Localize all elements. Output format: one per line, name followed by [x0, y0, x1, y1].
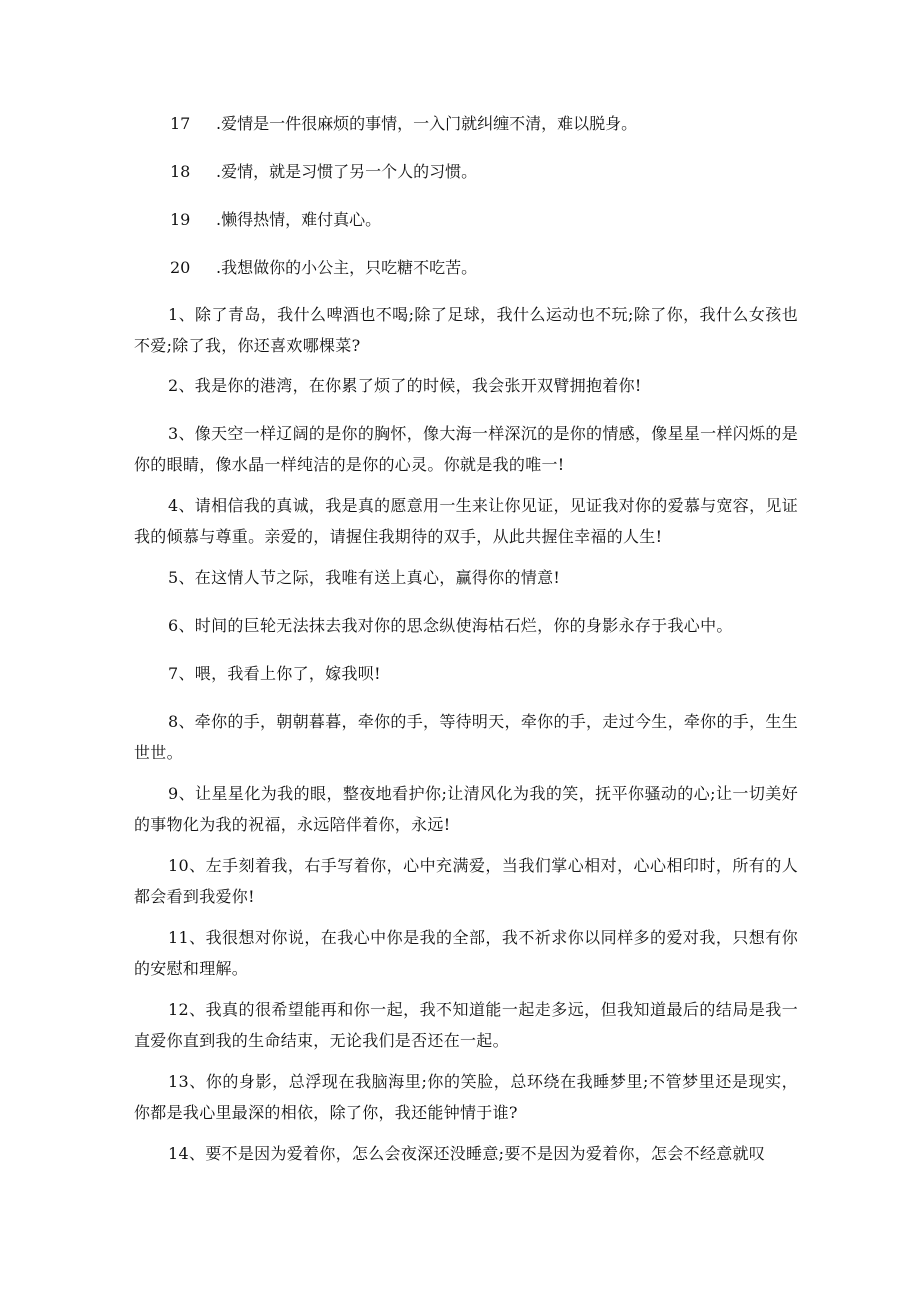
item-text: .爱情，就是习惯了另一个人的习惯。	[216, 162, 478, 181]
item-text: .懒得热情，难付真心。	[216, 210, 382, 229]
paragraph-6: 6、时间的巨轮无法抹去我对你的思念纵使海枯石烂，你的身影永存于我心中。	[168, 616, 733, 635]
numbered-item-18	[170, 160, 477, 184]
paragraph-9: 9、让星星化为我的眼，整夜地看护你;让清风化为我的笑，抚平你骚动的心;让一切美好的事物化为我的祝福，永远陪伴着你，永远!	[134, 784, 798, 834]
item-text: .我想做你的小公主，只吃糖不吃苦。	[216, 258, 478, 277]
paragraph-4: 4、请相信我的真诚，我是真的愿意用一生来让你见证，见证我对你的爱慕与宽容，见证我的倾慕与尊重。亲爱的，请握住我期待的双手，从此共握住幸福的人生!	[134, 496, 798, 546]
item-text: .爱情是一件很麻烦的事情，一入门就纠缠不清，难以脱身。	[216, 114, 638, 133]
paragraph-1: 1、除了青岛，我什么啤酒也不喝;除了足球，我什么运动也不玩;除了你，我什么女孩也不爱;除了我，你还喜欢哪棵菜?	[134, 305, 798, 355]
paragraph-5: 5、在这情人节之际，我唯有送上真心，赢得你的情意!	[168, 568, 561, 587]
item-number: 20	[170, 258, 191, 277]
paragraph-2: 2、我是你的港湾，在你累了烦了的时候，我会张开双臂拥抱着你!	[168, 376, 642, 395]
paragraph-11: 11、我很想对你说，在我心中你是我的全部，我不祈求你以同样多的爱对我，只想有你的安慰和理解。	[134, 928, 798, 978]
numbered-item-20	[170, 256, 477, 280]
item-number: 18	[170, 162, 191, 181]
paragraph-14: 14、要不是因为爱着你，怎么会夜深还没睡意;要不是因为爱着你，怎会不经意就叹	[168, 1144, 766, 1163]
paragraph-12: 12、我真的很希望能再和你一起，我不知道能一起走多远，但我知道最后的结局是我一直爱你直到我的生命结束，无论我们是否还在一起。	[134, 1000, 798, 1050]
paragraph-10: 10、左手刻着我，右手写着你，心中充满爱，当我们掌心相对，心心相印时，所有的人都会看到我爱你!	[134, 856, 798, 906]
paragraph-8: 8、牵你的手，朝朝暮暮，牵你的手，等待明天，牵你的手，走过今生，牵你的手，生生世世。	[134, 712, 798, 762]
item-number: 19	[170, 210, 191, 229]
numbered-item-17	[170, 112, 637, 136]
numbered-item-19	[170, 208, 381, 232]
paragraph-7: 7、喂，我看上你了，嫁我呗!	[168, 664, 381, 683]
paragraph-3: 3、像天空一样辽阔的是你的胸怀，像大海一样深沉的是你的情感，像星星一样闪烁的是你的眼睛，像水晶一样纯洁的是你的心灵。你就是我的唯一!	[134, 424, 798, 474]
paragraph-13: 13、你的身影，总浮现在我脑海里;你的笑脸，总环绕在我睡梦里;不管梦里还是现实，你都是我心里最深的相依，除了你，我还能钟情于谁?	[134, 1072, 798, 1122]
item-number: 17	[170, 114, 191, 133]
